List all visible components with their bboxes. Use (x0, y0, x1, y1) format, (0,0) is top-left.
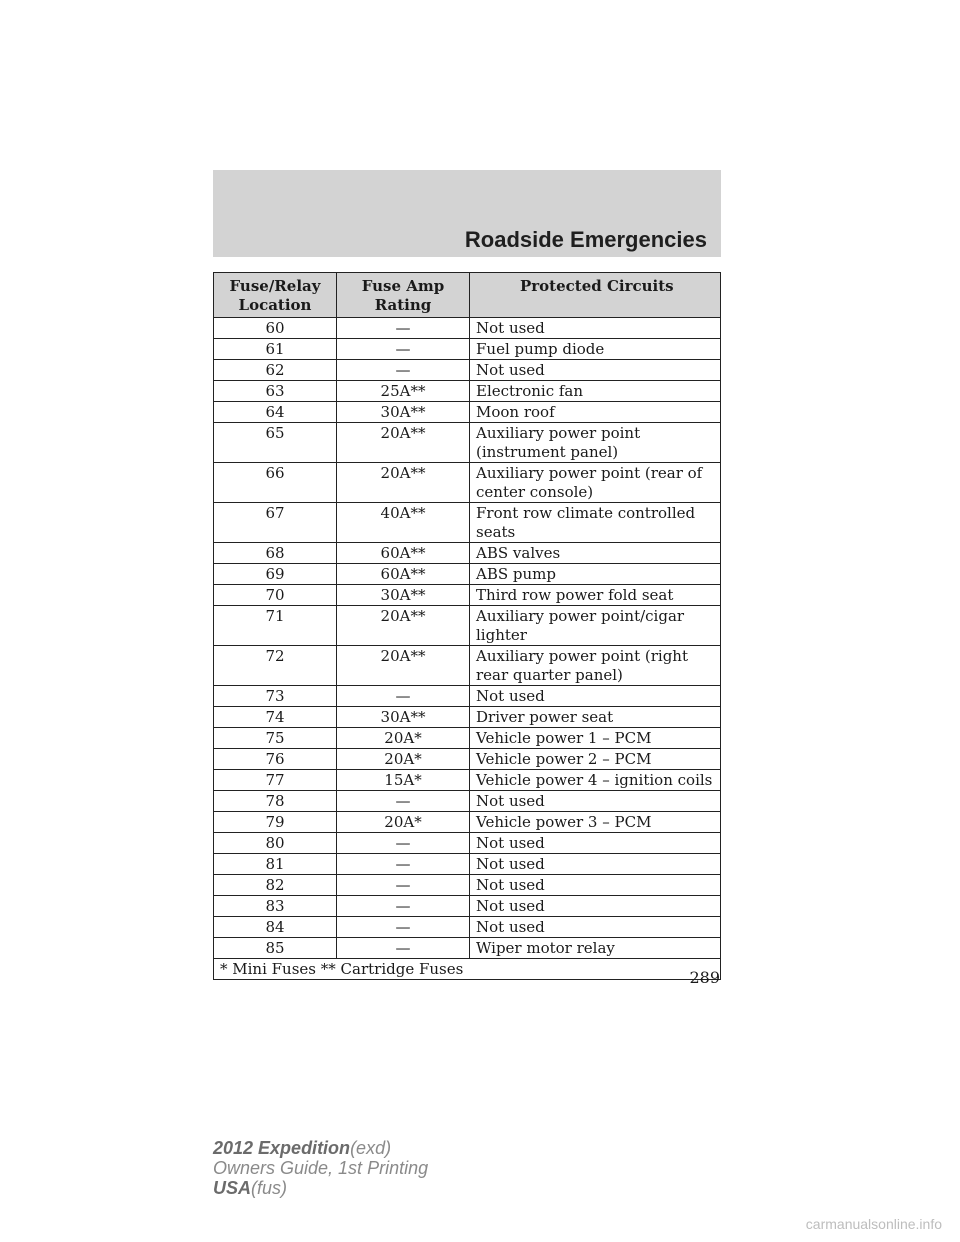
cell-location: 83 (214, 896, 337, 917)
page-number: 289 (689, 968, 720, 987)
table-row (214, 770, 721, 791)
cell-location: 73 (214, 686, 337, 707)
cell-location: 71 (214, 606, 337, 646)
cell-protected-circuit: Driver power seat (470, 707, 721, 728)
cell-protected-circuit: Moon roof (470, 402, 721, 423)
document-footer (213, 1138, 428, 1198)
cell-protected-circuit: Not used (470, 791, 721, 812)
cell-amp-rating: 20A** (337, 646, 470, 686)
table-header-row (214, 273, 721, 318)
cell-amp-rating: 20A** (337, 423, 470, 463)
cell-amp-rating: — (337, 833, 470, 854)
cell-location: 78 (214, 791, 337, 812)
cell-protected-circuit: Auxiliary power point (rear of center console) (470, 463, 721, 503)
cell-protected-circuit: Vehicle power 3 – PCM (470, 812, 721, 833)
table-row (214, 463, 721, 503)
cell-location: 68 (214, 543, 337, 564)
column-header-amp-rating: Fuse Amp Rating (337, 273, 470, 318)
cell-protected-circuit: ABS valves (470, 543, 721, 564)
table-row (214, 791, 721, 812)
cell-location: 63 (214, 381, 337, 402)
cell-amp-rating: — (337, 318, 470, 339)
section-title: Roadside Emergencies (464, 227, 707, 252)
cell-protected-circuit: Not used (470, 360, 721, 381)
cell-protected-circuit: Vehicle power 1 – PCM (470, 728, 721, 749)
cell-location: 65 (214, 423, 337, 463)
cell-amp-rating: 20A* (337, 749, 470, 770)
cell-location: 84 (214, 917, 337, 938)
cell-location: 80 (214, 833, 337, 854)
cell-amp-rating: 30A** (337, 402, 470, 423)
footer-model-code: (exd) (350, 1138, 392, 1158)
cell-amp-rating: — (337, 917, 470, 938)
cell-protected-circuit: Electronic fan (470, 381, 721, 402)
footer-market-code: (fus) (251, 1178, 288, 1198)
table-row (214, 339, 721, 360)
cell-protected-circuit: Not used (470, 318, 721, 339)
cell-amp-rating: — (337, 875, 470, 896)
cell-protected-circuit: Wiper motor relay (470, 938, 721, 959)
table-row (214, 360, 721, 381)
cell-location: 79 (214, 812, 337, 833)
table-row (214, 585, 721, 606)
cell-amp-rating: 30A** (337, 707, 470, 728)
footer-line-model (213, 1138, 428, 1158)
footer-market-name: USA (213, 1178, 252, 1198)
cell-location: 72 (214, 646, 337, 686)
table-body (214, 318, 721, 959)
cell-amp-rating: — (337, 896, 470, 917)
cell-protected-circuit: Not used (470, 875, 721, 896)
cell-amp-rating: — (337, 686, 470, 707)
cell-amp-rating: — (337, 938, 470, 959)
table-row (214, 833, 721, 854)
cell-location: 85 (214, 938, 337, 959)
table-row (214, 381, 721, 402)
cell-amp-rating: — (337, 854, 470, 875)
cell-protected-circuit: Auxiliary power point (instrument panel) (470, 423, 721, 463)
cell-protected-circuit: Not used (470, 896, 721, 917)
table-row (214, 543, 721, 564)
table-footnote: * Mini Fuses ** Cartridge Fuses (214, 959, 721, 980)
section-header-band (213, 170, 721, 257)
cell-protected-circuit: Not used (470, 686, 721, 707)
cell-amp-rating: 15A* (337, 770, 470, 791)
cell-amp-rating: 20A* (337, 812, 470, 833)
cell-protected-circuit: Not used (470, 833, 721, 854)
cell-protected-circuit: Not used (470, 854, 721, 875)
cell-protected-circuit: Vehicle power 2 – PCM (470, 749, 721, 770)
table-row (214, 646, 721, 686)
cell-location: 62 (214, 360, 337, 381)
column-header-location: Fuse/Relay Location (214, 273, 337, 318)
cell-location: 67 (214, 503, 337, 543)
cell-amp-rating: 20A* (337, 728, 470, 749)
cell-amp-rating: — (337, 360, 470, 381)
table-row (214, 423, 721, 463)
table-row (214, 875, 721, 896)
footer-line-market (213, 1178, 428, 1198)
cell-protected-circuit: Not used (470, 917, 721, 938)
table-row (214, 606, 721, 646)
cell-location: 74 (214, 707, 337, 728)
cell-protected-circuit: Vehicle power 4 – ignition coils (470, 770, 721, 791)
footer-model-name: 2012 Expedition (213, 1138, 351, 1158)
cell-amp-rating: — (337, 339, 470, 360)
table-row (214, 503, 721, 543)
cell-protected-circuit: ABS pump (470, 564, 721, 585)
table-row (214, 812, 721, 833)
cell-location: 66 (214, 463, 337, 503)
cell-location: 69 (214, 564, 337, 585)
table-row (214, 917, 721, 938)
cell-location: 81 (214, 854, 337, 875)
table-row (214, 749, 721, 770)
cell-protected-circuit: Third row power fold seat (470, 585, 721, 606)
cell-amp-rating: 60A** (337, 564, 470, 585)
cell-location: 64 (214, 402, 337, 423)
table-row (214, 896, 721, 917)
cell-location: 76 (214, 749, 337, 770)
table-row (214, 728, 721, 749)
cell-location: 60 (214, 318, 337, 339)
table-row (214, 686, 721, 707)
footer-line-edition: Owners Guide, 1st Printing (213, 1158, 429, 1178)
cell-location: 70 (214, 585, 337, 606)
cell-amp-rating: 25A** (337, 381, 470, 402)
fuse-table (213, 272, 721, 980)
cell-amp-rating: 20A** (337, 463, 470, 503)
cell-amp-rating: 40A** (337, 503, 470, 543)
cell-location: 75 (214, 728, 337, 749)
cell-amp-rating: 60A** (337, 543, 470, 564)
cell-amp-rating: 20A** (337, 606, 470, 646)
column-header-protected-circuits: Protected Circuits (470, 273, 721, 318)
watermark: carmanualsonline.info (805, 1216, 942, 1232)
cell-location: 77 (214, 770, 337, 791)
table-row (214, 938, 721, 959)
table-row (214, 402, 721, 423)
cell-protected-circuit: Front row climate controlled seats (470, 503, 721, 543)
table-row (214, 318, 721, 339)
cell-location: 61 (214, 339, 337, 360)
cell-protected-circuit: Fuel pump diode (470, 339, 721, 360)
table-row (214, 564, 721, 585)
table-row (214, 707, 721, 728)
cell-protected-circuit: Auxiliary power point (right rear quarter panel) (470, 646, 721, 686)
cell-protected-circuit: Auxiliary power point/cigar lighter (470, 606, 721, 646)
table-row (214, 854, 721, 875)
cell-location: 82 (214, 875, 337, 896)
cell-amp-rating: 30A** (337, 585, 470, 606)
cell-amp-rating: — (337, 791, 470, 812)
